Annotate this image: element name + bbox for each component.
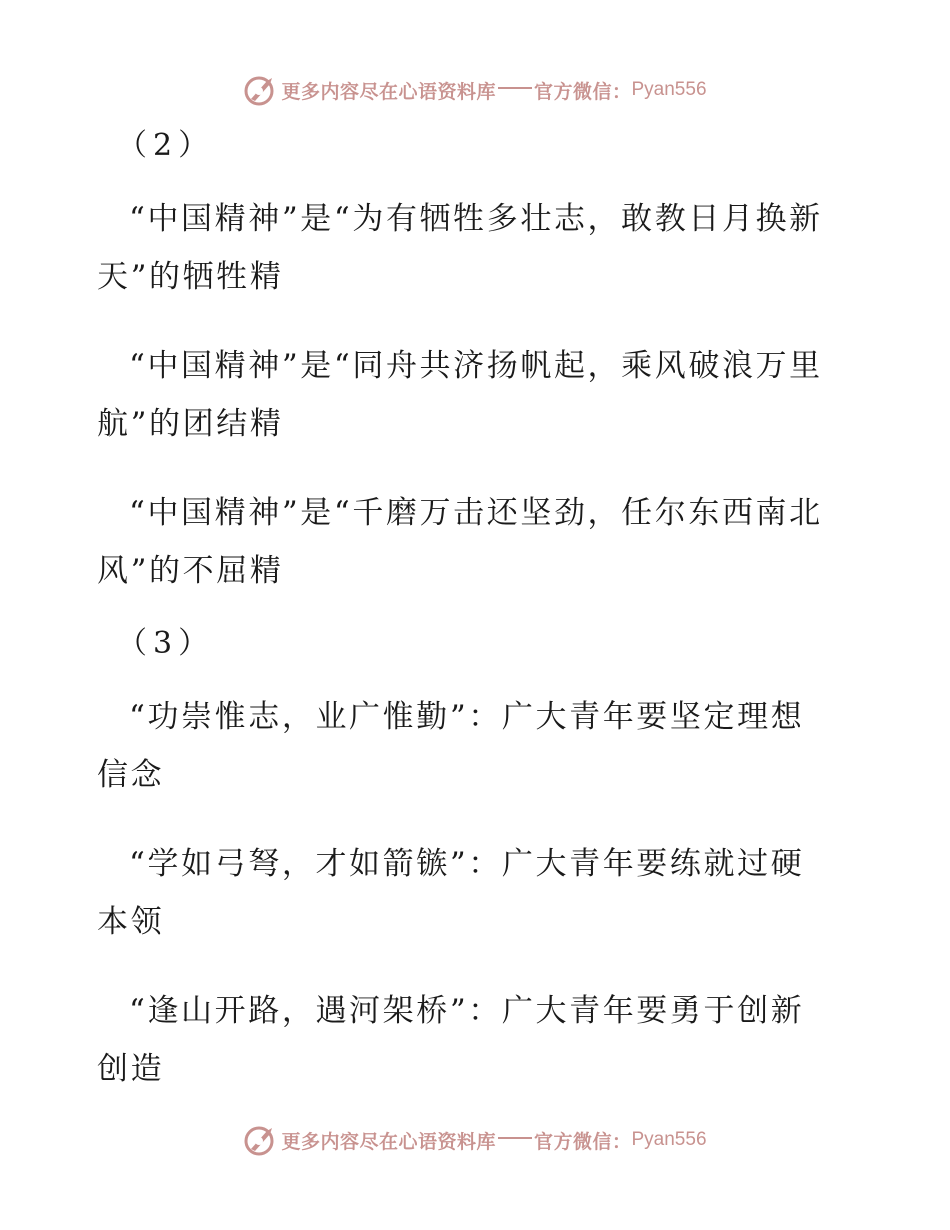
header-watermark bbox=[0, 70, 950, 110]
pen-logo-icon bbox=[243, 1123, 277, 1157]
footer-watermark bbox=[0, 1120, 950, 1160]
watermark-suffix: 官方微信： bbox=[533, 1130, 632, 1153]
paragraph: “中国精神”是“同舟共济扬帆起，乘风破浪万里航”的团结精 bbox=[97, 348, 823, 442]
paragraph: “逢山开路，遇河架桥”：广大青年要勇于创新创造 bbox=[97, 993, 805, 1087]
watermark-dash bbox=[498, 87, 532, 89]
watermark-wechat-id: Pyan556 bbox=[631, 79, 707, 100]
watermark-dash bbox=[498, 1137, 532, 1139]
pen-logo-icon bbox=[243, 73, 277, 107]
section-3 bbox=[97, 616, 832, 1098]
paragraph: “功崇惟志，业广惟勤”：广大青年要坚定理想信念 bbox=[97, 699, 805, 793]
paragraph: “中国精神”是“为有牺牲多壮志，敢教日月换新天”的牺牲精 bbox=[97, 201, 823, 295]
paragraph: “学如弓弩，才如箭镞”：广大青年要练就过硬本领 bbox=[97, 846, 805, 940]
watermark-wechat-id: Pyan556 bbox=[631, 1129, 707, 1150]
watermark-text: 更多内容尽在心语资料库 bbox=[281, 1130, 496, 1153]
document-body bbox=[97, 118, 832, 1114]
watermark-text: 更多内容尽在心语资料库 bbox=[281, 80, 496, 103]
section-2 bbox=[97, 118, 832, 600]
watermark-suffix: 官方微信： bbox=[533, 80, 632, 103]
section-label: （2） bbox=[117, 128, 215, 163]
section-label: （3） bbox=[117, 626, 215, 661]
paragraph: “中国精神”是“千磨万击还坚劲，任尔东西南北风”的不屈精 bbox=[97, 495, 823, 589]
